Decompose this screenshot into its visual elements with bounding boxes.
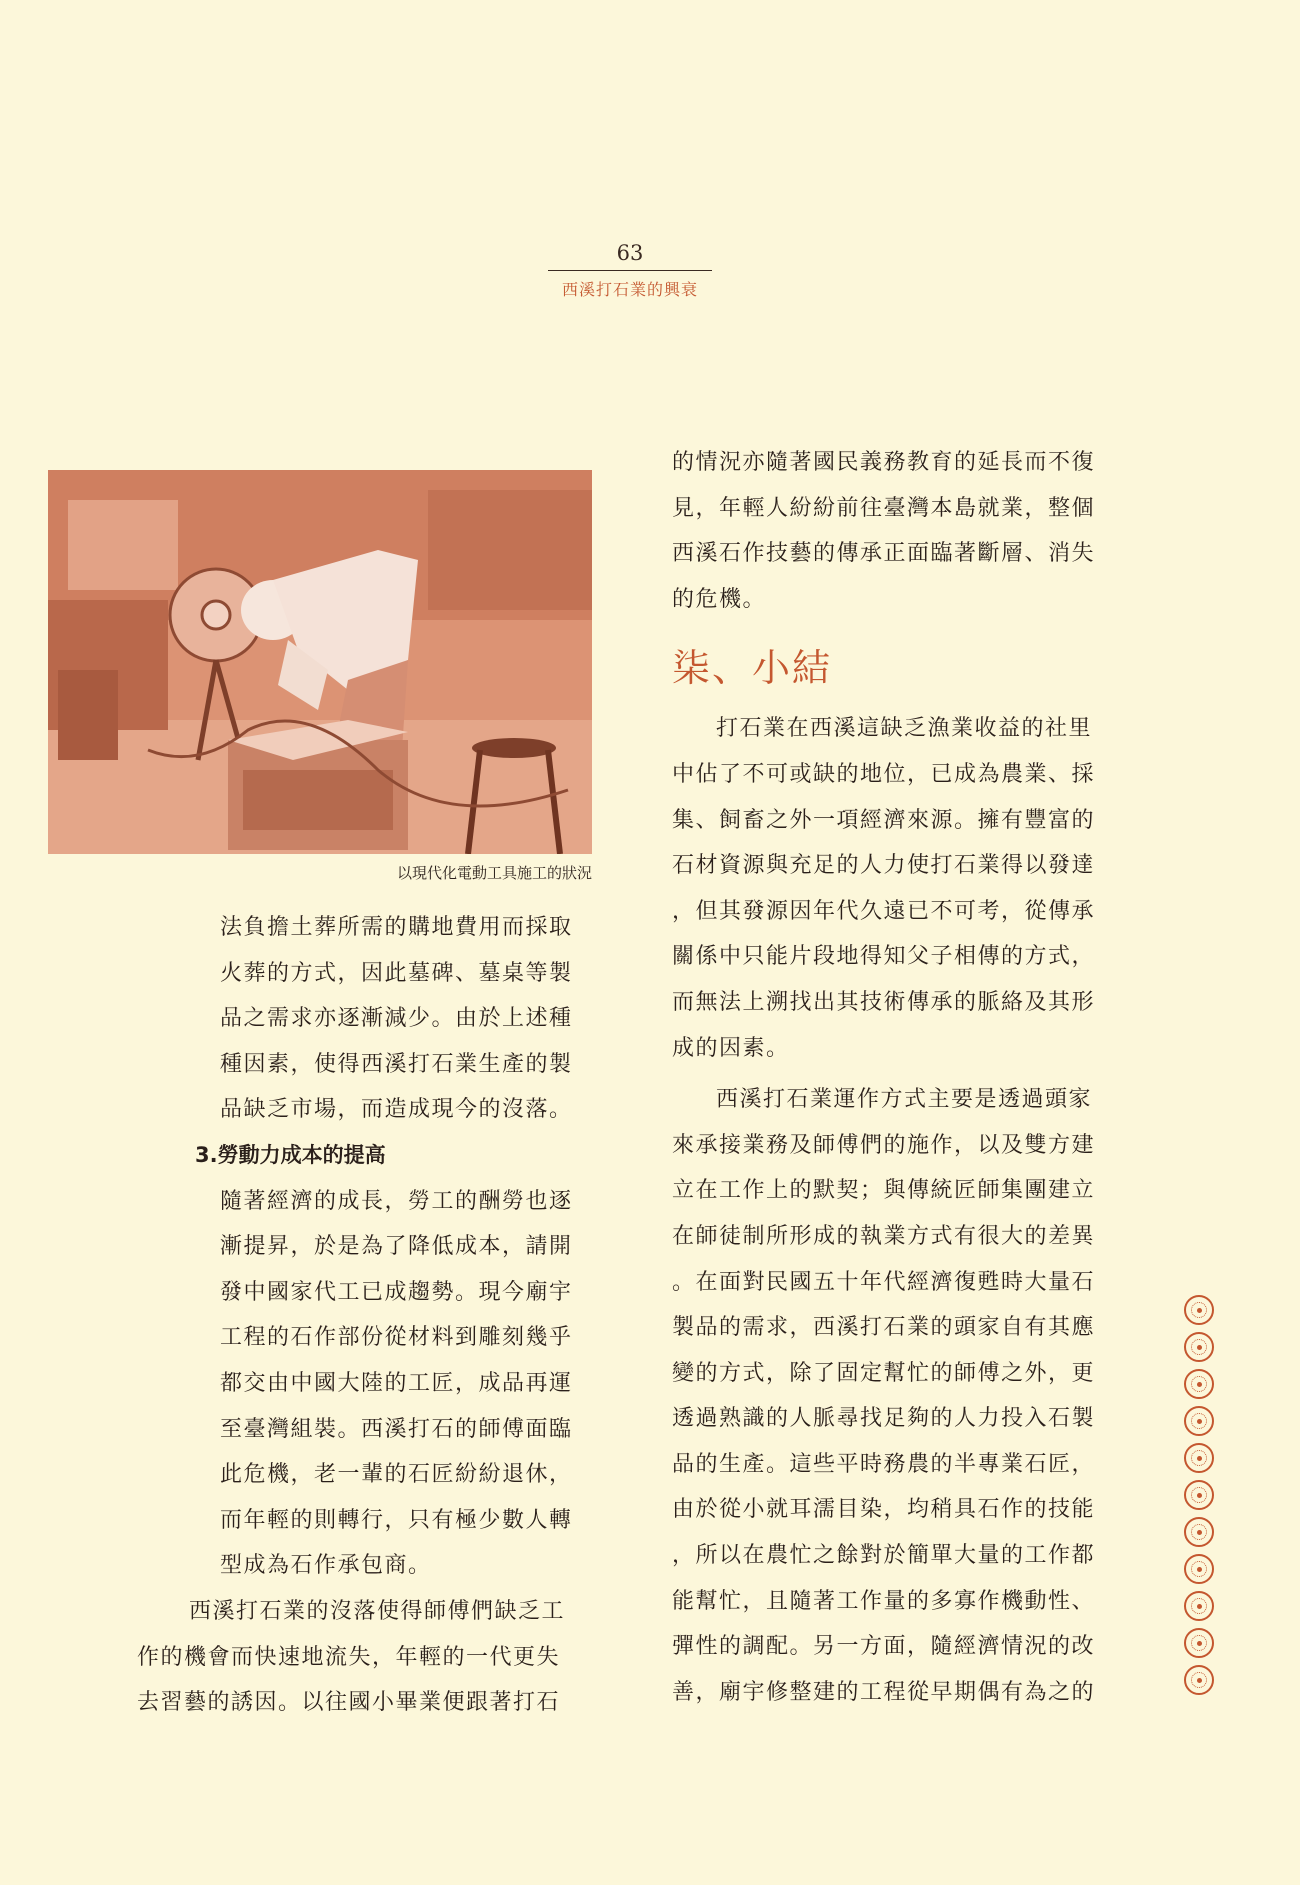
- text-line: 製品的需求，西溪打石業的頭家自有其應: [672, 1315, 1096, 1341]
- text-line: 西溪石作技藝的傳承正面臨著斷層、消失: [672, 541, 1096, 567]
- seal-ornament-icon: [1184, 1443, 1214, 1473]
- text-line: 品缺乏市場，而造成現今的沒落。: [220, 1097, 573, 1123]
- text-line: 而年輕的則轉行，只有極少數人轉: [220, 1507, 573, 1533]
- seal-ornament-icon: [1184, 1628, 1214, 1658]
- running-title: 西溪打石業的興衰: [561, 280, 698, 299]
- continued-list-text: [140, 905, 600, 1133]
- text-line: 型成為石作承包商。: [220, 1553, 432, 1579]
- text-line: 法負擔土葬所需的購地費用而採取: [220, 915, 573, 940]
- text-line: 石材資源與充足的人力使打石業得以發達: [672, 853, 1096, 879]
- seal-ornament-icon: [1184, 1591, 1214, 1621]
- header-rule: [548, 270, 712, 271]
- text-line: 西溪打石業的沒落使得師傅們缺乏工: [189, 1598, 566, 1624]
- text-line: 品之需求亦逐漸減少。由於上述種: [220, 1006, 573, 1032]
- seal-ornament-icon: [1184, 1554, 1214, 1584]
- page-number: 63: [616, 241, 644, 265]
- text-line: 作的機會而快速地流失，年輕的一代更失: [137, 1644, 561, 1670]
- text-line: 而無法上溯找出其技術傳承的脈絡及其形: [672, 989, 1096, 1015]
- text-line: 中佔了不可或缺的地位，已成為農業、採: [672, 761, 1096, 787]
- text-line: 漸提昇，於是為了降低成本，請開: [220, 1234, 573, 1260]
- text-line: 見，年輕人紛紛前往臺灣本島就業，整個: [672, 495, 1096, 521]
- text-line: 由於從小就耳濡目染，均稍具石作的技能: [672, 1497, 1096, 1523]
- text-line: 善，廟宇修整建的工程從早期偶有為之的: [672, 1679, 1096, 1705]
- text-line: 來承接業務及師傅們的施作，以及雙方建: [672, 1132, 1096, 1158]
- text-line: 關係中只能片段地得知父子相傳的方式，: [672, 944, 1096, 970]
- seal-ornament-icon: [1184, 1369, 1214, 1399]
- seal-ornament-icon: [1184, 1480, 1214, 1510]
- seal-ornament-icon: [1184, 1332, 1214, 1362]
- right-column: [672, 440, 1132, 1715]
- photo-illustration: [48, 470, 592, 854]
- decorative-seal-strip: [1176, 1295, 1226, 1702]
- body-paragraph: [137, 1589, 600, 1726]
- left-column: [137, 905, 600, 1726]
- text-line: 去習藝的誘因。以往國小畢業便跟著打石: [137, 1690, 561, 1716]
- text-line: 隨著經濟的成長，勞工的酬勞也逐: [220, 1188, 573, 1214]
- text-line: 此危機，老一輩的石匠紛紛退休，: [220, 1462, 573, 1488]
- list-subheading: 3.勞動力成本的提高: [195, 1142, 386, 1167]
- text-line: 的危機。: [672, 586, 767, 612]
- text-line: 透過熟識的人脈尋找足夠的人力投入石製: [672, 1406, 1096, 1432]
- text-line: 火葬的方式，因此墓碑、墓桌等製: [220, 960, 573, 986]
- summary-paragraph-1: [672, 706, 1132, 1071]
- text-line: 集、飼畜之外一項經濟來源。擁有豐富的: [672, 807, 1096, 833]
- list-item-text: [140, 1179, 600, 1589]
- seal-ornament-icon: [1184, 1406, 1214, 1436]
- text-line: 都交由中國大陸的工匠，成品再運: [220, 1370, 573, 1396]
- text-line: ，所以在農忙之餘對於簡單大量的工作都: [672, 1543, 1096, 1569]
- text-line: 至臺灣組裝。西溪打石的師傅面臨: [220, 1416, 573, 1442]
- text-line: 彈性的調配。另一方面，隨經濟情況的改: [672, 1634, 1096, 1660]
- text-line: 在師徒制所形成的執業方式有很大的差異: [672, 1223, 1096, 1249]
- page-header: [548, 240, 712, 300]
- text-line: 發中國家代工已成趨勢。現今廟宇: [220, 1279, 573, 1305]
- text-line: 打石業在西溪這缺乏漁業收益的社里: [716, 716, 1093, 742]
- text-line: 變的方式，除了固定幫忙的師傅之外，更: [672, 1360, 1096, 1386]
- seal-ornament-icon: [1184, 1665, 1214, 1695]
- text-line: 的情況亦隨著國民義務教育的延長而不復: [672, 450, 1096, 475]
- photo-stonemason-power-tool: [48, 470, 592, 854]
- text-line: 種因素，使得西溪打石業生產的製: [220, 1051, 573, 1077]
- section-heading: 柒、小結: [672, 646, 833, 691]
- seal-ornament-icon: [1184, 1517, 1214, 1547]
- text-line: 。在面對民國五十年代經濟復甦時大量石: [672, 1269, 1096, 1295]
- text-line: 品的生產。這些平時務農的半專業石匠，: [672, 1451, 1096, 1477]
- continued-paragraph: [672, 440, 1132, 622]
- text-line: 成的因素。: [672, 1035, 790, 1061]
- figure-caption: 以現代化電動工具施工的狀況: [396, 864, 592, 882]
- text-line: 西溪打石業運作方式主要是透過頭家: [716, 1087, 1093, 1113]
- summary-paragraph-2: [672, 1077, 1132, 1715]
- seal-ornament-icon: [1184, 1295, 1214, 1325]
- text-line: 能幫忙，且隨著工作量的多寡作機動性、: [672, 1588, 1096, 1614]
- text-line: 工程的石作部份從材料到雕刻幾乎: [220, 1325, 573, 1351]
- text-line: ，但其發源因年代久遠已不可考，從傳承: [672, 898, 1096, 924]
- text-line: 立在工作上的默契；與傳統匠師集團建立: [672, 1178, 1096, 1204]
